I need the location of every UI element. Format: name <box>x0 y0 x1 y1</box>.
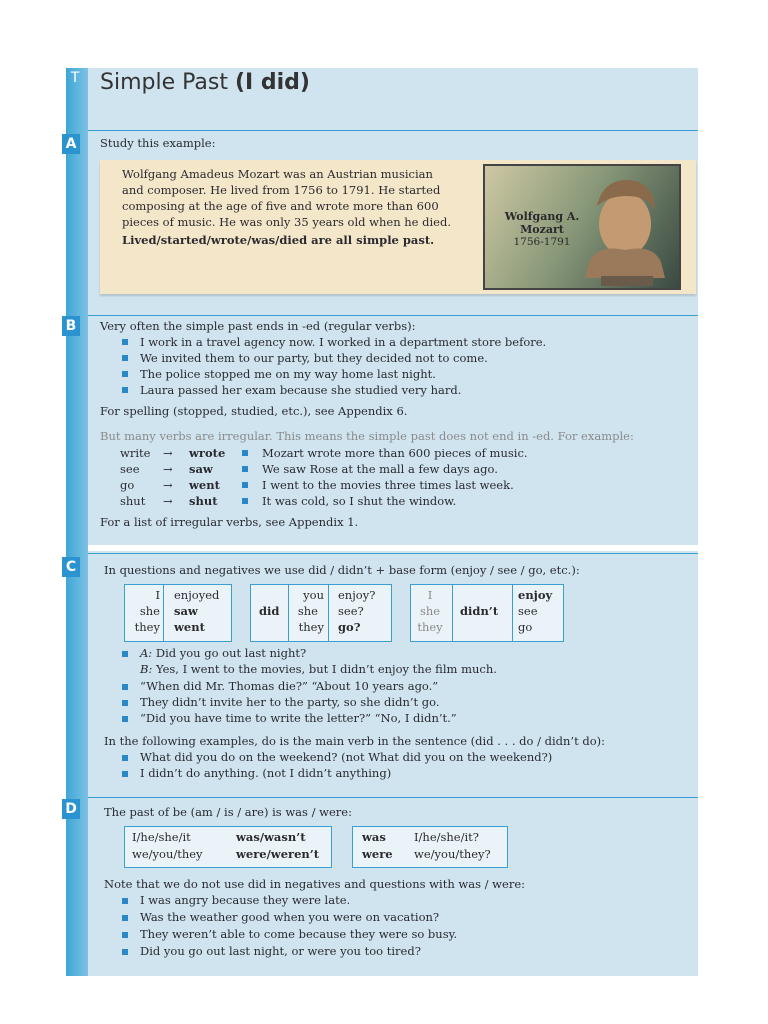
list-item: I work in a travel agency now. I worked in a department store before. <box>140 335 547 349</box>
section-c-tab: C <box>62 557 80 577</box>
verb-example: I went to the movies three times last week. <box>262 478 514 492</box>
list-item: The police stopped me on my way home last night. <box>140 367 436 381</box>
divider <box>88 553 698 554</box>
bullet-icon <box>122 716 128 722</box>
table-cell: she <box>139 604 160 618</box>
table-cell: was <box>362 830 386 844</box>
bullet-icon <box>122 755 128 761</box>
table-divider <box>288 584 289 641</box>
page-gap <box>88 545 698 551</box>
divider <box>88 315 698 316</box>
example-line: pieces of music. He was only 35 years old when he died. <box>122 215 452 229</box>
list-item: I didn’t do anything. (not I didn’t anything) <box>140 766 392 780</box>
table-cell: they <box>134 620 160 634</box>
table-cell: went <box>174 620 205 634</box>
table-cell: were/weren’t <box>236 847 320 861</box>
section-c-intro: In questions and negatives we use did / didn’t + base form (enjoy / see / go, etc.): <box>104 563 580 577</box>
table-divider <box>163 584 164 641</box>
verb-past: wrote <box>189 446 226 460</box>
verb-example: Mozart wrote more than 600 pieces of music. <box>262 446 528 460</box>
table-cell: we/you/they? <box>414 847 491 861</box>
table-cell: you <box>303 588 324 602</box>
divider <box>88 797 698 798</box>
table-cell: I/he/she/it <box>132 830 191 844</box>
table-cell: were <box>362 847 393 861</box>
table-cell: enjoyed <box>174 588 220 602</box>
bullet-icon <box>122 651 128 657</box>
portrait-caption: Wolfgang A. Mozart 1756-1791 <box>504 210 580 248</box>
verb-base: see <box>120 462 140 476</box>
bullet-icon <box>122 387 128 393</box>
table-cell: I <box>155 588 160 602</box>
table-cell: they <box>298 620 324 634</box>
verb-base: write <box>120 446 151 460</box>
list-item: Was the weather good when you were on vacation? <box>140 910 440 924</box>
verb-past: saw <box>189 462 213 476</box>
bullet-icon <box>122 915 128 921</box>
example-line: and composer. He lived from 1756 to 1791. He started <box>122 183 441 197</box>
table-divider <box>328 584 329 641</box>
table-cell: I <box>427 588 433 602</box>
verb-example: It was cold, so I shut the window. <box>262 494 457 508</box>
bullet-icon <box>122 684 128 690</box>
section-a-intro: Study this example: <box>100 136 216 150</box>
bullet-icon <box>122 339 128 345</box>
spelling-note: For spelling (stopped, studied, etc.), see Appendix 6. <box>100 404 408 418</box>
verb-base: go <box>120 478 135 492</box>
table-cell: didn’t <box>460 604 499 618</box>
example-text <box>122 166 472 248</box>
table-cell: go <box>518 620 533 634</box>
arrow-icon: → <box>163 446 173 460</box>
list-item: I was angry because they were late. <box>140 893 351 907</box>
list-item: We invited them to our party, but they decided not to come. <box>140 351 488 365</box>
list-item: Did you go out last night, or were you too tired? <box>140 944 421 958</box>
page-spine <box>66 68 88 976</box>
verb-base: shut <box>120 494 146 508</box>
verb-past: went <box>189 478 220 492</box>
table-divider <box>512 584 513 641</box>
bullet-icon <box>242 482 248 488</box>
list-item: What did you do on the weekend? (not What did you on the weekend?) <box>140 750 553 764</box>
table-divider <box>452 584 453 641</box>
section-b-tab: B <box>62 316 80 336</box>
table-cell: saw <box>174 604 198 618</box>
unit-tab: T <box>70 70 80 86</box>
list-item: They didn’t invite her to the party, so she didn’t go. <box>140 695 440 709</box>
section-d-intro: The past of be (am / is / are) is was / were: <box>104 805 352 819</box>
bullet-icon <box>122 771 128 777</box>
table-cell: was/wasn’t <box>236 830 306 844</box>
bullet-icon <box>242 466 248 472</box>
bullet-icon <box>122 371 128 377</box>
arrow-icon: → <box>163 462 173 476</box>
bullet-icon <box>242 450 248 456</box>
bullet-icon <box>122 355 128 361</box>
table-cell: we/you/they <box>132 847 203 861</box>
table-cell: enjoy <box>518 588 553 602</box>
table-cell: go? <box>338 620 361 634</box>
dialog-line: B: Yes, I went to the movies, but I didn’t enjoy the film much. <box>140 662 497 676</box>
verb-example: We saw Rose at the mall a few days ago. <box>262 462 498 476</box>
table-cell: they <box>417 620 443 634</box>
bullet-icon <box>122 700 128 706</box>
bullet-icon <box>242 498 248 504</box>
list-item: “Did you have time to write the letter?” “No, I didn’t.” <box>140 711 457 725</box>
list-item: Laura passed her exam because she studied very hard. <box>140 383 462 397</box>
dialog-line: A: Did you go out last night? <box>140 646 307 660</box>
page-title: Simple Past (I did) <box>100 70 310 95</box>
table-cell: she <box>297 604 318 618</box>
verb-past: shut <box>189 494 218 508</box>
do-intro: In the following examples, do is the main verb in the sentence (did . . . do / didn’t do): <box>104 734 606 748</box>
bullet-icon <box>122 898 128 904</box>
irregular-intro: But many verbs are irregular. This means the simple past does not end in -ed. For example: <box>100 429 634 443</box>
section-d-tab: D <box>62 799 80 819</box>
example-line: composing at the age of five and wrote more than 600 <box>122 199 439 213</box>
table-cell: enjoy? <box>338 588 376 602</box>
table-cell: did <box>259 604 280 618</box>
table-cell: she <box>419 604 441 618</box>
section-b-intro: Very often the simple past ends in -ed (regular verbs): <box>100 319 416 333</box>
section-a-tab: A <box>62 134 80 154</box>
mozart-portrait <box>483 164 681 290</box>
table-cell: see? <box>338 604 364 618</box>
list-item: “When did Mr. Thomas die?” “About 10 years ago.” <box>140 679 439 693</box>
table-cell: see <box>518 604 538 618</box>
arrow-icon: → <box>163 494 173 508</box>
was-were-note: Note that we do not use did in negatives and questions with was / were: <box>104 877 525 891</box>
bullet-icon <box>122 949 128 955</box>
appendix-note: For a list of irregular verbs, see Appendix 1. <box>100 515 359 529</box>
divider <box>88 130 698 131</box>
table-cell: I/he/she/it? <box>414 830 479 844</box>
bullet-icon <box>122 932 128 938</box>
example-note: Lived/started/wrote/was/died are all simple past. <box>122 233 435 247</box>
list-item: They weren’t able to come because they were so busy. <box>140 927 458 941</box>
arrow-icon: → <box>163 478 173 492</box>
example-line: Wolfgang Amadeus Mozart was an Austrian musician <box>122 167 433 181</box>
